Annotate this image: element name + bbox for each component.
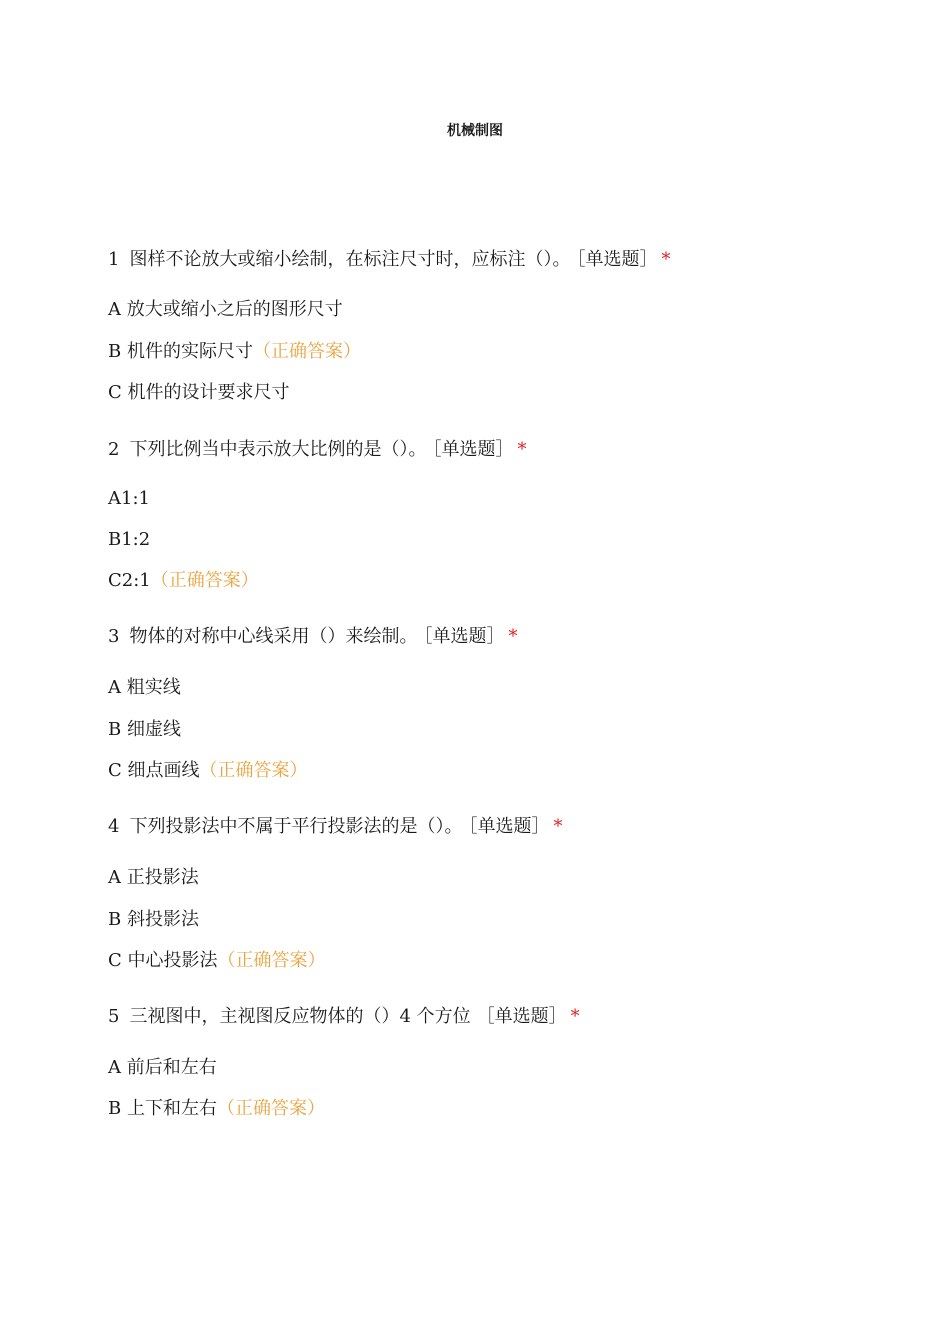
option-text: B 斜投影法 [108,909,199,930]
page-title: 机械制图 [447,123,503,139]
option-text: B1:2 [108,529,151,550]
option-1b[interactable] [108,340,361,364]
correct-answer-label: （正确答案） [216,1098,325,1119]
option-text: C2:1 [108,570,151,591]
question-type-tag: ［单选题］ [476,1006,567,1027]
option-3b[interactable] [108,718,181,742]
required-asterisk: * [508,626,518,647]
option-text: B 细虚线 [108,719,181,740]
question-3 [108,625,517,649]
required-asterisk: * [570,1006,580,1027]
question-text: 物体的对称中心线采用（）来绘制。 [129,626,418,647]
question-number: 4 [108,816,120,837]
question-text: 三视图中，主视图反应物体的（）4 个方位 [129,1006,471,1027]
question-type-tag: ［单选题］ [576,249,658,270]
option-text: B 上下和左右 [108,1098,217,1119]
option-text: B 机件的实际尺寸 [108,341,253,362]
option-1a[interactable] [108,298,343,322]
question-number: 5 [108,1006,120,1027]
question-type-tag: ［单选题］ [468,816,550,837]
option-1c[interactable] [108,381,290,405]
required-asterisk: * [517,439,527,460]
question-1 [108,248,670,272]
option-3a[interactable] [108,676,181,700]
question-5 [108,1005,580,1029]
required-asterisk: * [553,816,563,837]
option-4c[interactable] [108,949,326,973]
question-number: 3 [108,626,120,647]
option-text: A 放大或缩小之后的图形尺寸 [108,299,343,320]
question-text: 下列比例当中表示放大比例的是（）。 [129,439,427,460]
option-text: A1:1 [108,488,150,509]
option-5a[interactable] [108,1056,217,1080]
option-text: C 中心投影法 [108,950,218,971]
option-text: A 正投影法 [108,867,199,888]
question-text: 下列投影法中不属于平行投影法的是（）。 [129,816,463,837]
option-text: C 细点画线 [108,760,200,781]
option-3c[interactable] [108,759,308,783]
option-text: C 机件的设计要求尺寸 [108,382,290,403]
question-number: 2 [108,439,120,460]
option-2c[interactable] [108,569,259,593]
question-type-tag: ［单选题］ [423,626,505,647]
question-type-tag: ［单选题］ [432,439,514,460]
option-text: A 前后和左右 [108,1057,217,1078]
correct-answer-label: （正确答案） [199,760,308,781]
option-2b[interactable] [108,528,150,552]
correct-answer-label: （正确答案） [150,570,259,591]
option-4a[interactable] [108,866,199,890]
correct-answer-label: （正确答案） [217,950,326,971]
question-text: 图样不论放大或缩小绘制，在标注尺寸时，应标注（）。 [129,249,571,270]
question-2 [108,438,526,462]
option-2a[interactable] [108,487,150,511]
option-5b[interactable] [108,1097,325,1121]
correct-answer-label: （正确答案） [252,341,361,362]
question-number: 1 [108,249,120,270]
option-4b[interactable] [108,908,199,932]
option-text: A 粗实线 [108,677,181,698]
question-4 [108,815,562,839]
required-asterisk: * [661,249,671,270]
